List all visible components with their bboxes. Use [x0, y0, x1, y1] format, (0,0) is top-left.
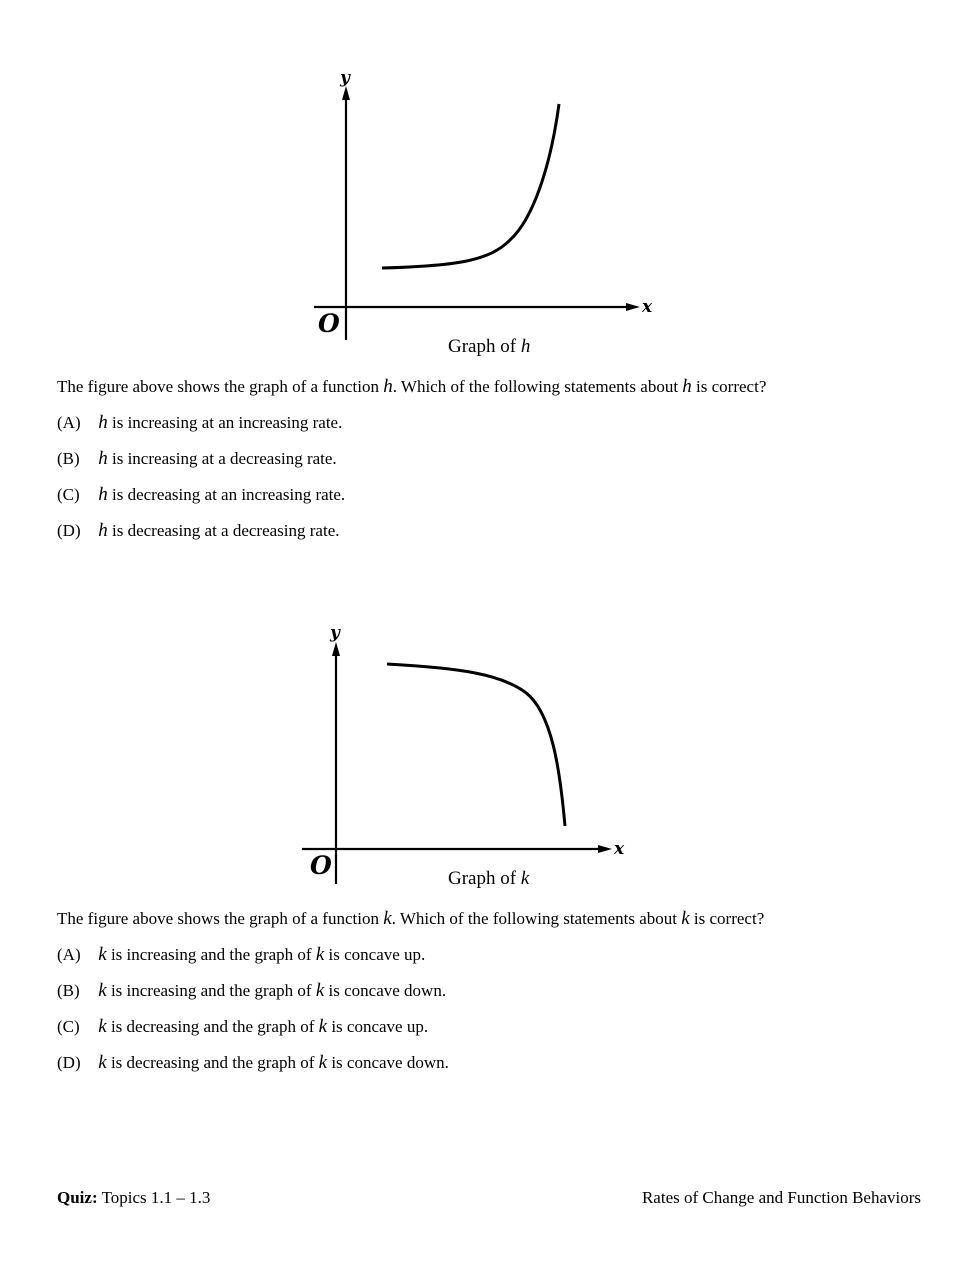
choice-variable: h	[98, 520, 108, 541]
question-2-choice-a[interactable]	[57, 944, 425, 966]
choice-variable: k	[318, 1016, 328, 1037]
choice-variable: k	[98, 980, 107, 1001]
choice-letter: (D)	[57, 521, 81, 540]
stem-text: is correct?	[693, 909, 765, 928]
graph-k-caption	[448, 868, 529, 890]
choice-text: is decreasing at an increasing rate.	[112, 485, 346, 504]
choice-text: is concave down.	[328, 981, 447, 1000]
choice-letter: (A)	[57, 413, 81, 432]
choice-letter: (C)	[57, 485, 80, 504]
choice-letter: (A)	[57, 945, 81, 964]
choice-letter: (B)	[57, 449, 80, 468]
footer-quiz-label: Quiz:	[57, 1188, 98, 1207]
choice-text: is concave up.	[331, 1017, 429, 1036]
curve-k	[387, 664, 565, 826]
stem-text: The figure above shows the graph of a function	[57, 909, 379, 928]
choice-text: is decreasing and the graph of	[110, 1017, 315, 1036]
stem-text: is correct?	[696, 377, 767, 396]
question-2-stem	[57, 908, 764, 930]
choice-variable: k	[98, 1016, 107, 1037]
choice-text: is increasing and the graph of	[110, 945, 312, 964]
caption-prefix: Graph of	[448, 868, 517, 889]
y-axis-arrow	[332, 642, 340, 656]
origin-label: O	[310, 851, 332, 880]
choice-variable: h	[98, 412, 108, 433]
x-axis-arrow	[626, 303, 640, 311]
graph-h-svg	[300, 60, 680, 350]
question-1-stem	[57, 376, 766, 398]
question-2-choice-b[interactable]	[57, 980, 446, 1002]
question-1-choice-a[interactable]	[57, 412, 342, 434]
choice-letter: (D)	[57, 1053, 81, 1072]
stem-variable: h	[383, 376, 393, 397]
y-axis-label: y	[330, 623, 340, 643]
footer-left	[57, 1188, 210, 1208]
choice-letter: (C)	[57, 1017, 80, 1036]
choice-variable: k	[98, 944, 107, 965]
stem-text: . Which of the following statements about	[391, 909, 677, 928]
caption-variable: h	[520, 336, 531, 357]
stem-variable: h	[682, 376, 692, 397]
choice-text: is increasing at a decreasing rate.	[112, 449, 337, 468]
y-axis-label: y	[340, 68, 350, 88]
graph-h-caption	[448, 336, 530, 358]
choice-text: is concave down.	[331, 1053, 449, 1072]
graph-h	[300, 60, 680, 350]
x-axis-label: x	[642, 297, 653, 317]
choice-letter: (B)	[57, 981, 80, 1000]
choice-variable: k	[315, 944, 325, 965]
x-axis-arrow	[598, 845, 612, 853]
choice-variable: k	[318, 1052, 328, 1073]
choice-variable: h	[98, 448, 108, 469]
question-2-choice-c[interactable]	[57, 1016, 428, 1038]
graph-k-svg	[290, 620, 670, 890]
graph-k	[290, 620, 670, 890]
stem-variable: k	[681, 908, 690, 929]
question-1-choice-d[interactable]	[57, 520, 340, 542]
x-axis-label: x	[614, 839, 625, 859]
caption-prefix: Graph of	[448, 336, 517, 357]
footer-title: Rates of Change and Function Behaviors	[641, 1188, 921, 1207]
choice-variable: k	[315, 980, 325, 1001]
footer-topics: Topics 1.1 – 1.3	[101, 1188, 211, 1207]
choice-text: is decreasing and the graph of	[110, 1053, 315, 1072]
question-1-choice-c[interactable]	[57, 484, 345, 506]
choice-text: is concave up.	[328, 945, 426, 964]
choice-variable: k	[98, 1052, 107, 1073]
curve-h	[382, 104, 559, 268]
caption-variable: k	[520, 868, 530, 889]
stem-text: . Which of the following statements about	[392, 377, 679, 396]
stem-variable: k	[383, 908, 392, 929]
question-2-choice-d[interactable]	[57, 1052, 449, 1074]
choice-text: is increasing at an increasing rate.	[112, 413, 343, 432]
origin-label: O	[318, 309, 340, 338]
stem-text: The figure above shows the graph of a function	[57, 377, 379, 396]
choice-text: is increasing and the graph of	[110, 981, 312, 1000]
choice-variable: h	[98, 484, 108, 505]
choice-text: is decreasing at a decreasing rate.	[112, 521, 340, 540]
y-axis-arrow	[342, 86, 350, 100]
question-1-choice-b[interactable]	[57, 448, 337, 470]
